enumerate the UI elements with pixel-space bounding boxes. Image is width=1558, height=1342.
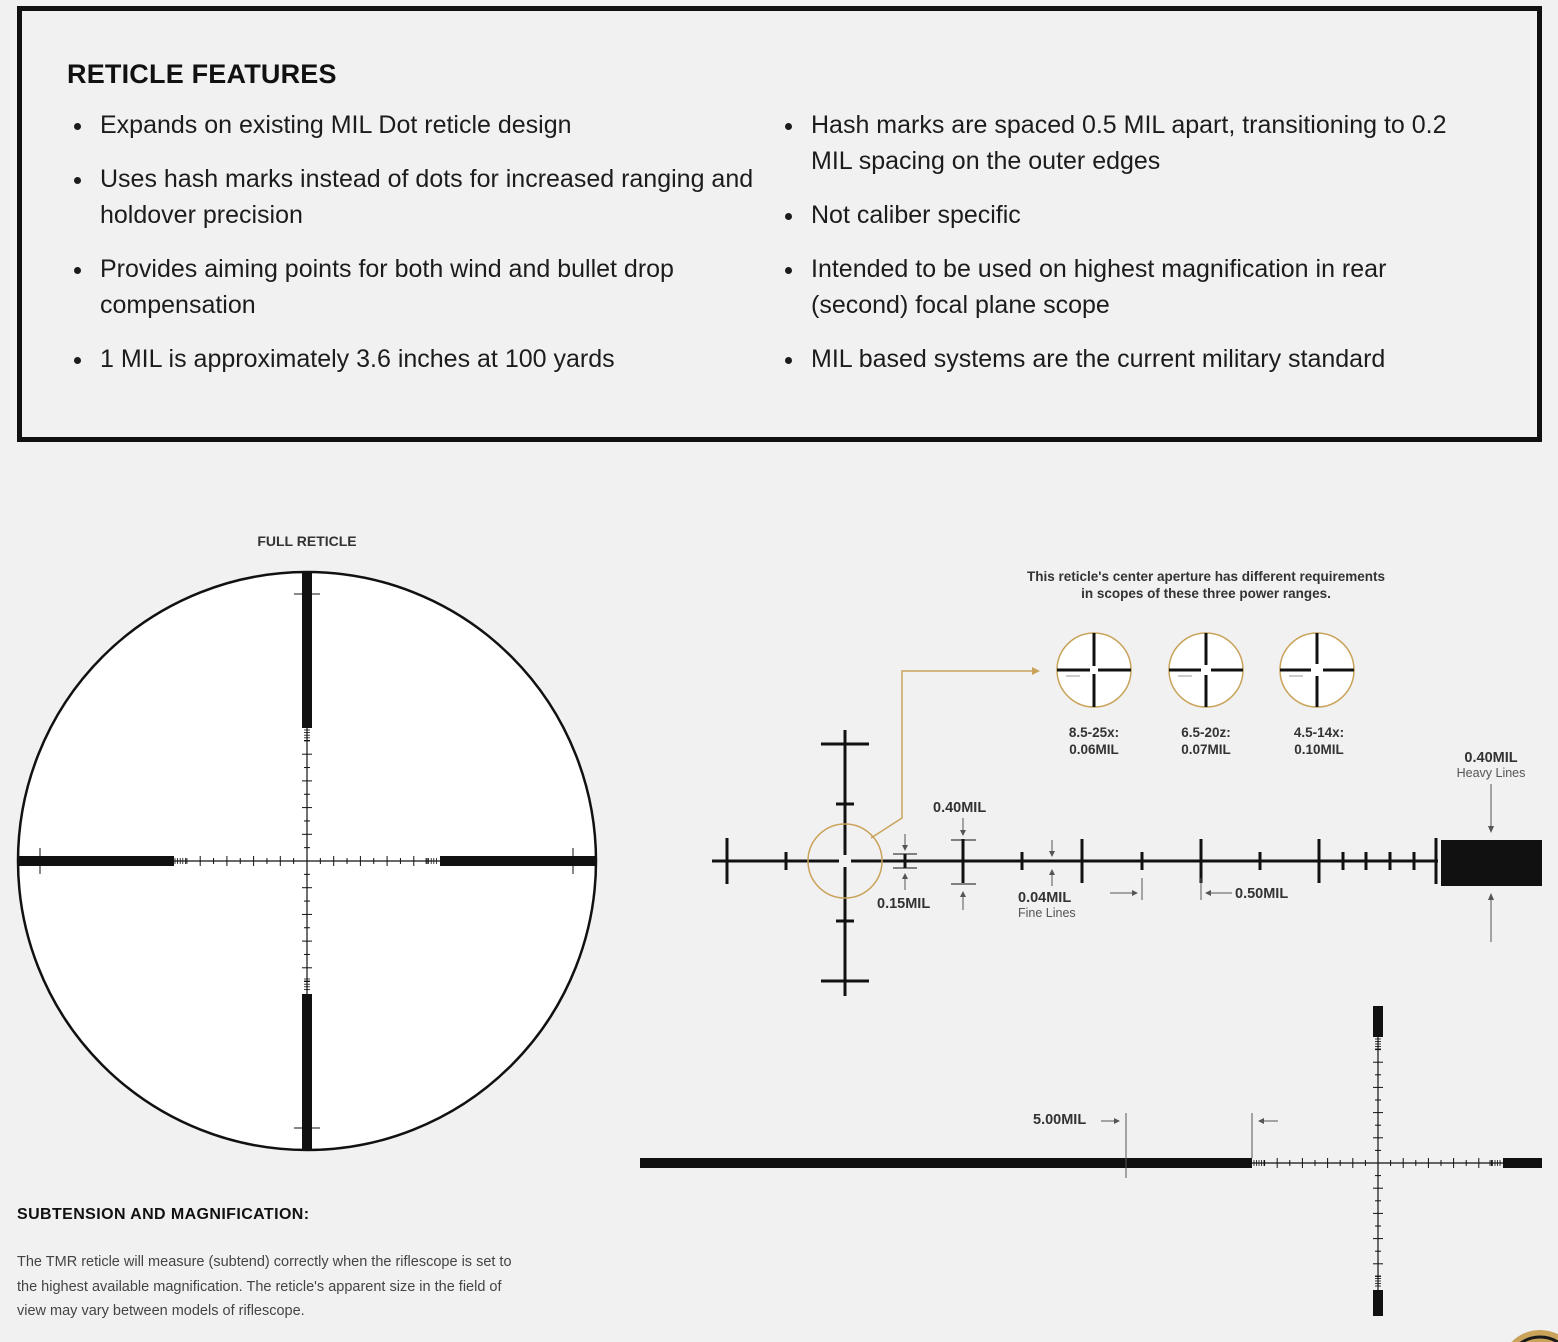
feature-item: Uses hash marks instead of dots for increased ranging and holdover precision xyxy=(72,161,762,233)
power-range-value: 0.07MIL xyxy=(1181,742,1231,757)
feature-item: 1 MIL is approximately 3.6 inches at 100 yards xyxy=(72,341,762,377)
aperture-note-line: This reticle's center aperture has different requirements xyxy=(1026,569,1386,584)
power-range-value: 0.06MIL xyxy=(1069,742,1119,757)
brand-badge-icon xyxy=(1500,1330,1558,1342)
power-range-4-5-14x xyxy=(1274,724,1364,758)
feature-item: Intended to be used on highest magnification in rear (second) focal plane scope xyxy=(783,251,1473,323)
features-title: RETICLE FEATURES xyxy=(67,59,337,89)
power-range-8-5-25x xyxy=(1049,724,1139,758)
heavy-line-sub: Heavy Lines xyxy=(1456,766,1526,780)
hash-height-label: 0.40MIL xyxy=(933,800,987,816)
aperture-circle-6-5-20z xyxy=(1169,633,1243,707)
power-range-6-5-20z xyxy=(1161,724,1251,758)
heavy-line-value: 0.40MIL xyxy=(1464,750,1518,766)
gap-label: 0.15MIL xyxy=(877,896,931,912)
detail-heavy-post xyxy=(1441,840,1542,886)
feature-item: Not caliber specific xyxy=(783,197,1473,233)
aperture-gap xyxy=(839,855,851,867)
bottom-heavy-top xyxy=(1373,1006,1383,1037)
heavy-post-bottom xyxy=(302,994,312,1151)
bottom-heavy-left xyxy=(640,1158,1252,1168)
power-range-value: 0.10MIL xyxy=(1294,742,1344,757)
subtension-title: SUBTENSION AND MAGNIFICATION: xyxy=(17,1206,310,1223)
fine-line-sub: Fine Lines xyxy=(1018,906,1076,920)
power-range-label: 8.5-25x: xyxy=(1068,725,1120,740)
aperture-circle-8-5-25x xyxy=(1057,633,1131,707)
heavy-post-right xyxy=(441,856,597,866)
heavy-post-left xyxy=(18,856,173,866)
bottom-heavy-right xyxy=(1503,1158,1542,1168)
heavy-post-top xyxy=(302,572,312,728)
aperture-zoom-circles xyxy=(1057,633,1354,707)
bar-length-label: 5.00MIL xyxy=(1033,1112,1087,1128)
spacing-label: 0.50MIL xyxy=(1235,886,1289,902)
fine-line-value: 0.04MIL xyxy=(1018,890,1072,906)
feature-item: Hash marks are spaced 0.5 MIL apart, transitioning to 0.2 MIL spacing on the outer edges xyxy=(783,107,1473,179)
bottom-reticle xyxy=(640,1006,1542,1316)
full-reticle-label: FULL RETICLE xyxy=(257,533,357,549)
feature-item: MIL based systems are the current military standard xyxy=(783,341,1473,377)
bottom-heavy-bottom xyxy=(1373,1290,1383,1316)
power-range-label: 6.5-20z: xyxy=(1181,725,1231,740)
subtension-body: The TMR reticle will measure (subtend) correctly when the riflescope is set to the highest available magnification. The reticle's apparent size in the field of view may vary between models of riflescope. xyxy=(17,1254,512,1319)
full-reticle xyxy=(18,572,597,1151)
callout-arrowhead xyxy=(1032,667,1040,675)
power-range-label: 4.5-14x: xyxy=(1293,725,1345,740)
aperture-note xyxy=(980,568,1432,602)
detail-center xyxy=(712,667,1542,996)
feature-item: Expands on existing MIL Dot reticle design xyxy=(72,107,762,143)
aperture-note-line: in scopes of these three power ranges. xyxy=(1081,586,1331,601)
feature-item: Provides aiming points for both wind and bullet drop compensation xyxy=(72,251,762,323)
aperture-circle-4-5-14x xyxy=(1280,633,1354,707)
